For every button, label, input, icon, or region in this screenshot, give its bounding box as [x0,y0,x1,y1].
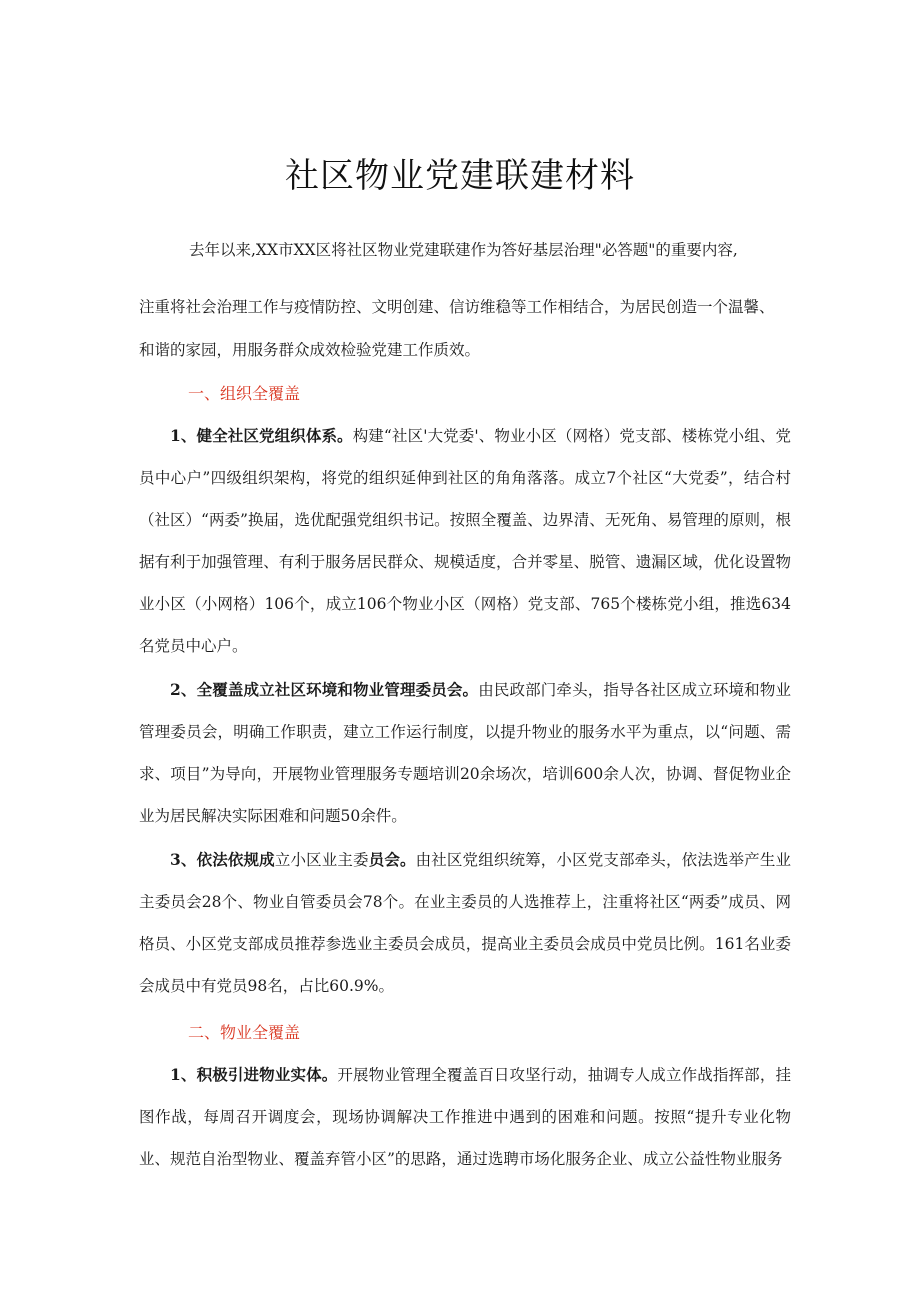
paragraph-text: 构建“社区'大党委'、物业小区（网格）党支部、楼栋党小组、党员中心户”四级组织架构，将党的组织延伸到社区的角角落落。成立7个社区“大党委”，结合村（社区）“两委”换届，选优配强党组织书记。按照全覆盖、边界清、无死角、易管理的原则，根据有利于加强管理、有利于服务居民群众、规模适度，合并零星、脱管、遗漏区域，优化设置物业小区（小网格）106个，成立106个物业小区（网格）党支部、765个楼栋党小组，推选634名党员中心户。 [139,427,791,655]
paragraph-2-1 [139,1054,791,1180]
section-heading-2: 二、物业全覆盖 [188,1023,301,1042]
paragraph-lead-part-mid: 立小区业主委 [274,851,369,869]
paragraph-lead-part-a: 3、依法依规成 [170,850,275,869]
document-title: 社区物业党建联建材料 [285,156,635,196]
paragraph-lead: 1、积极引进物业实体。 [170,1065,338,1084]
paragraph-1-2 [139,669,791,837]
paragraph-text: 由社区党组织统筹，小区党支部牵头，依法选举产生业主委员会28个、物业自管委员会78个。在业主委员的人选推荐上，注重将社区“两委”成员、网格员、小区党支部成员推荐参选业主委员会成员，提高业主委员会成员中党员比例。161名业委会成员中有党员98名，占比60.9%。 [139,851,791,995]
intro-line-2: 注重将社会治理工作与疫情防控、文明创建、信访维稳等工作相结合，为居民创造一个温馨、 [139,298,775,316]
section-heading-1: 一、组织全覆盖 [188,384,301,403]
paragraph-text: 开展物业管理全覆盖百日攻坚行动，抽调专人成立作战指挥部，挂图作战，每周召开调度会，现场协调解决工作推进中遇到的困难和问题。按照“提升专业化物业、规范自治型物业、覆盖弃管小区”的思路，通过选聘市场化服务企业、成立公益性物业服务 [139,1066,791,1168]
intro-line-3: 和谐的家园，用服务群众成效检验党建工作质效。 [139,341,481,359]
paragraph-lead: 2、全覆盖成立社区环境和物业管理委员会。 [170,680,479,699]
paragraph-1-3 [139,839,791,1007]
paragraph-text: 由民政部门牵头，指导各社区成立环境和物业管理委员会，明确工作职责，建立工作运行制度，以提升物业的服务水平为重点，以“问题、需求、项目”为导向，开展物业管理服务专题培训20余场次，培训600余人次，协调、督促物业企业为居民解决实际困难和问题50余件。 [139,681,791,825]
paragraph-1-1 [139,415,791,667]
paragraph-lead: 1、健全社区党组织体系。 [170,426,353,445]
paragraph-lead-part-b: 员会。 [368,850,416,869]
intro-line-1: 去年以来,XX市XX区将社区物业党建联建作为答好基层治理"必答题"的重要内容, [189,241,738,259]
